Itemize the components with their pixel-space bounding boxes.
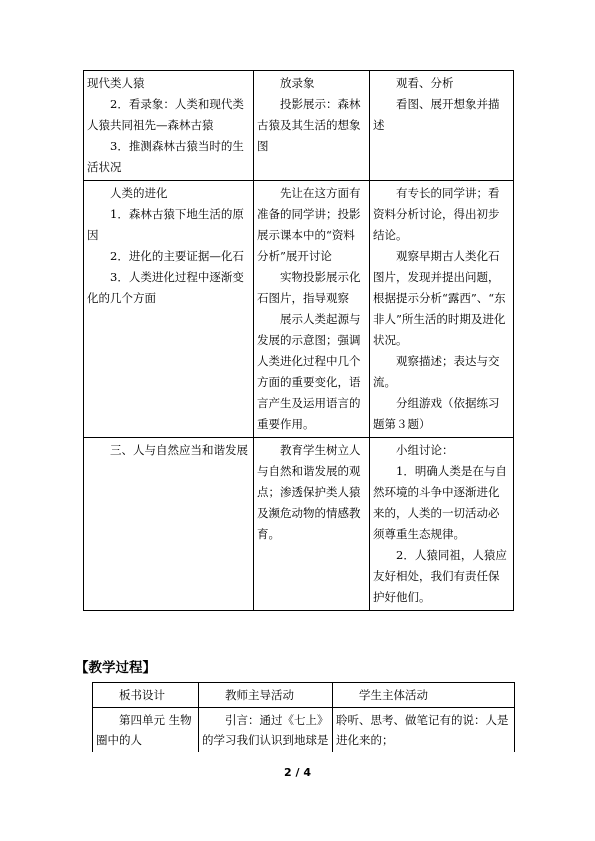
column-header: [93, 683, 199, 708]
column-header: [333, 683, 515, 708]
table-row: [93, 708, 515, 753]
cell-text: 人类的进化: [110, 186, 168, 200]
cell-text: 2．进化的主要证据—化石: [110, 249, 244, 263]
cell-text: 聆听、思考、做笔记有的说：人是进化来的；: [336, 713, 509, 747]
cell-text: 看图、展开想象并描述: [373, 97, 500, 132]
cell-text: 有专长的同学讲；看资料分析讨论，得出初步结论。: [373, 186, 500, 242]
cell-text: 3．人类进化过程中逐渐变化的几个方面: [87, 270, 244, 305]
table-cell-teacher: [254, 181, 370, 438]
cell-text: 观察早期古人类化石图片，发现并提出问题，根据提示分析“露西”、“东非人”所生活的时期及进化状况。: [373, 249, 506, 347]
cell-text: 投影展示：森林古猿及其生活的想象图: [257, 97, 361, 153]
cell-text: 2．看录象：人类和现代类人猿共同祖先—森林古猿: [87, 97, 244, 132]
table-cell-student: [370, 71, 514, 181]
cell-text: 观看、分析: [396, 76, 454, 90]
table-cell-content: [84, 181, 254, 438]
cell-text: 教育学生树立人与自然和谐发展的观点；渗透保护类人猿及濒危动物的情感教育。: [257, 443, 361, 541]
cell-text: 2．人猿同祖，人猿应友好相处，我们有责任保护好他们。: [373, 548, 507, 604]
cell-text: 分组游戏（依据练习题第３题）: [373, 396, 500, 431]
header-text: 学生主体活动: [359, 688, 428, 702]
table-row: [84, 438, 514, 611]
table-cell-teacher: [254, 438, 370, 611]
header-text: 板书设计: [119, 688, 165, 702]
cell-text: 三、人与自然应当和谐发展: [110, 443, 248, 457]
table-cell-teacher: [254, 71, 370, 181]
teaching-process-table: [92, 682, 515, 752]
header-text: 教师主导活动: [225, 688, 294, 702]
cell-text: 展示人类起源与发展的示意图；强调人类进化过程中几个方面的重要变化，语言产生及运用语言的重要作用。: [257, 312, 361, 431]
lesson-activity-table: [83, 70, 514, 611]
cell-text: 小组讨论：: [396, 443, 454, 457]
cell-text: 1．明确人类是在与自然环境的斗争中逐渐进化来的，人类的一切活动必须尊重生态规律。: [373, 464, 507, 541]
table-row: [84, 71, 514, 181]
table-row: [84, 181, 514, 438]
table-cell-student: [370, 181, 514, 438]
table-cell-student: [370, 438, 514, 611]
cell-text: 3．推测森林古猿当时的生活状况: [87, 139, 244, 174]
cell-text: 引言：通过《七上》的学习我们认识到地球是: [202, 713, 329, 747]
cell-text: 现代类人猿: [87, 76, 145, 90]
table-cell-content: [84, 438, 254, 611]
section-heading: 【教学过程】: [75, 660, 156, 676]
table-header-row: [93, 683, 515, 708]
table-cell: [199, 708, 333, 753]
table-cell-content: [84, 71, 254, 181]
table-cell: [333, 708, 515, 753]
cell-text: 1．森林古猿下地生活的原因: [87, 207, 244, 242]
cell-text: 放录象: [280, 76, 315, 90]
table-cell: [93, 708, 199, 753]
column-header: [199, 683, 333, 708]
cell-text: 先让在这方面有准备的同学讲；投影展示课本中的“资料分析”展开讨论: [257, 186, 361, 263]
cell-text: 观察描述；表达与交流。: [373, 354, 500, 389]
page-number: 2 / 4: [284, 766, 311, 779]
cell-text: 第四单元 生物圈中的人: [96, 713, 192, 747]
cell-text: 实物投影展示化石图片，指导观察: [257, 270, 361, 305]
